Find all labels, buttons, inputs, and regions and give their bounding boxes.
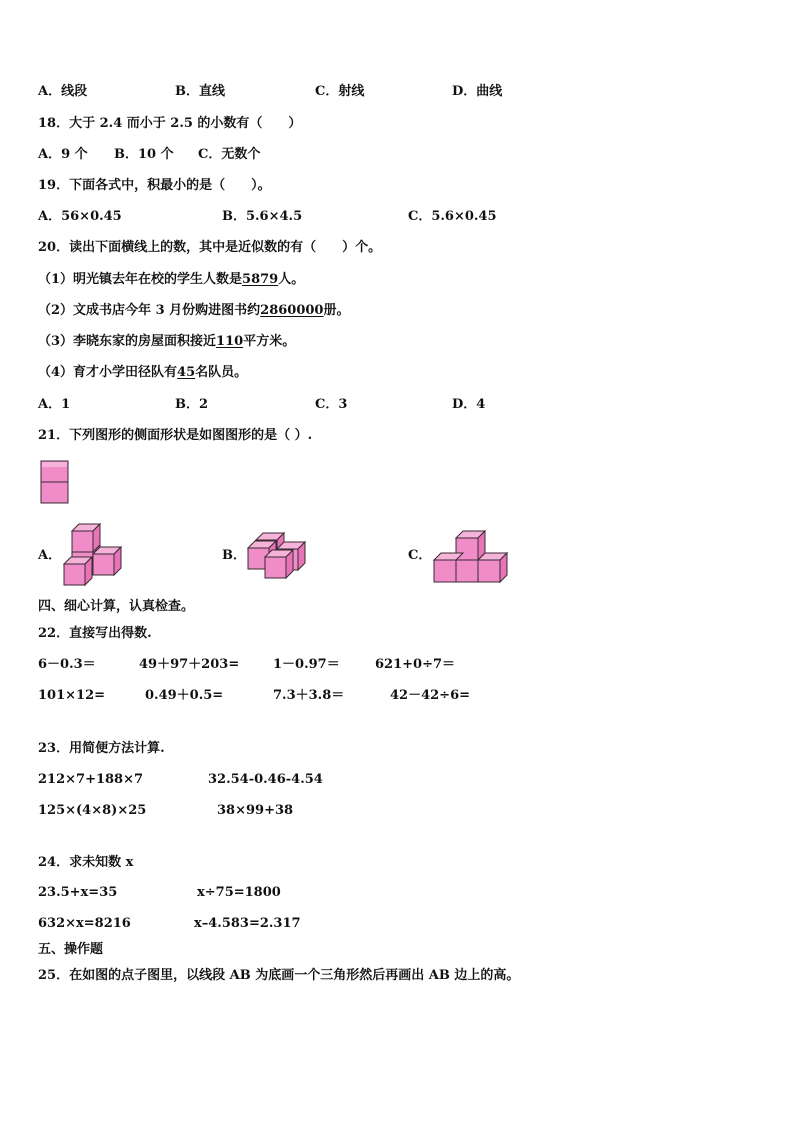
q20-option-d: D．4 — [452, 397, 486, 412]
q22-stem: 22．直接写出得数. — [38, 626, 152, 641]
q20-item-2-number: 2860000 — [260, 303, 324, 318]
q24-row1-item2: x÷75=1800 — [197, 885, 281, 900]
q23-row1-item1: 212×7+188×7 — [38, 772, 144, 787]
q20-stem: 20．读出下面横线上的数，其中是近似数的有（ ）个。 — [38, 240, 382, 255]
q20-item-3-text: （3）李晓东家的房屋面积接近 — [38, 334, 217, 349]
q17-option-a: A．线段 — [38, 84, 88, 99]
q24-row2-item2: x–4.583=2.317 — [194, 916, 301, 931]
q20-item-1-unit: 人。 — [278, 272, 305, 287]
q20-item-2 — [38, 303, 350, 319]
q20-option-c: C．3 — [315, 397, 348, 412]
q20-item-3 — [38, 334, 295, 350]
q23-row1-item2: 32.54-0.46-4.54 — [208, 772, 323, 787]
q22-row2-item4: 42－42÷6= — [390, 688, 471, 703]
q22-row2-item1: 101×12= — [38, 688, 106, 703]
q17-option-d: D．曲线 — [452, 84, 503, 99]
q22-row1-item1: 6－0.3＝ — [38, 657, 96, 672]
q19-option-a: A．56×0.45 — [38, 209, 122, 224]
cube — [456, 560, 478, 582]
q24-row1-item1: 23.5+x=35 — [38, 885, 118, 900]
q17-option-b: B．直线 — [175, 84, 225, 99]
q20-item-1 — [38, 272, 304, 288]
q20-item-2-unit: 册。 — [323, 303, 350, 318]
cube — [64, 557, 92, 585]
q20-item-4-number: 45 — [177, 365, 196, 380]
q20-option-a: A．1 — [38, 397, 71, 412]
q23-row2-item1: 125×(4×8)×25 — [38, 803, 147, 818]
q20-item-1-text: （1）明光镇去年在校的学生人数是 — [38, 272, 243, 287]
q18-option-a: A．9 个 — [38, 147, 88, 162]
cube — [93, 547, 121, 575]
q21-option-a-figure — [60, 522, 130, 588]
q25-stem: 25．在如图的点子图里，以线段 AB 为底画一个三角形然后再画出 AB 边上的高。 — [38, 968, 520, 983]
q21-option-b-label: B． — [222, 548, 246, 563]
q20-item-3-number: 110 — [216, 334, 244, 349]
q21-option-b-figure — [246, 530, 310, 582]
q22-row1-item3: 1－0.97＝ — [273, 657, 340, 672]
q20-item-4 — [38, 365, 247, 381]
q22-row1-item2: 49＋97＋203= — [139, 657, 240, 672]
q20-item-3-unit: 平方米。 — [243, 334, 296, 349]
cube — [265, 550, 293, 578]
cube — [72, 524, 100, 552]
q19-option-b: B．5.6×4.5 — [222, 209, 303, 224]
q22-row2-item3: 7.3＋3.8＝ — [273, 688, 345, 703]
q18-option-b: B．10 个 — [114, 147, 174, 162]
q19-option-c: C．5.6×0.45 — [408, 209, 497, 224]
q20-item-1-number: 5879 — [242, 272, 279, 287]
q18-stem: 18．大于 2.4 而小于 2.5 的小数有（ ） — [38, 116, 302, 131]
section-4-heading: 四、细心计算，认真检查。 — [38, 599, 195, 614]
q24-stem: 24．求未知数 x — [38, 855, 134, 870]
section-5-heading: 五、操作题 — [38, 942, 104, 957]
q20-item-4-unit: 名队员。 — [195, 365, 248, 380]
q21-reference-figure — [40, 460, 70, 506]
q23-stem: 23．用简便方法计算. — [38, 741, 165, 756]
q20-item-2-text: （2）文成书店今年 3 月份购进图书约 — [38, 303, 261, 318]
q18-option-c: C．无数个 — [198, 147, 261, 162]
q22-row1-item4: 621+0÷7＝ — [375, 657, 456, 672]
q24-row2-item1: 632×x=8216 — [38, 916, 131, 931]
q23-row2-item2: 38×99+38 — [217, 803, 294, 818]
q20-option-b: B．2 — [175, 397, 209, 412]
q17-option-c: C．射线 — [315, 84, 365, 99]
q21-option-c-figure — [430, 526, 514, 586]
cube — [478, 553, 507, 582]
q21-stem: 21．下列图形的侧面形状是如图图形的是（ ）. — [38, 428, 313, 443]
q20-item-4-text: （4）育才小学田径队有 — [38, 365, 178, 380]
q21-option-a-label: A． — [38, 548, 62, 563]
q21-option-c-label: C． — [408, 548, 432, 563]
q22-row2-item2: 0.49＋0.5= — [145, 688, 224, 703]
q19-stem: 19．下面各式中，积最小的是（ ）。 — [38, 178, 271, 193]
